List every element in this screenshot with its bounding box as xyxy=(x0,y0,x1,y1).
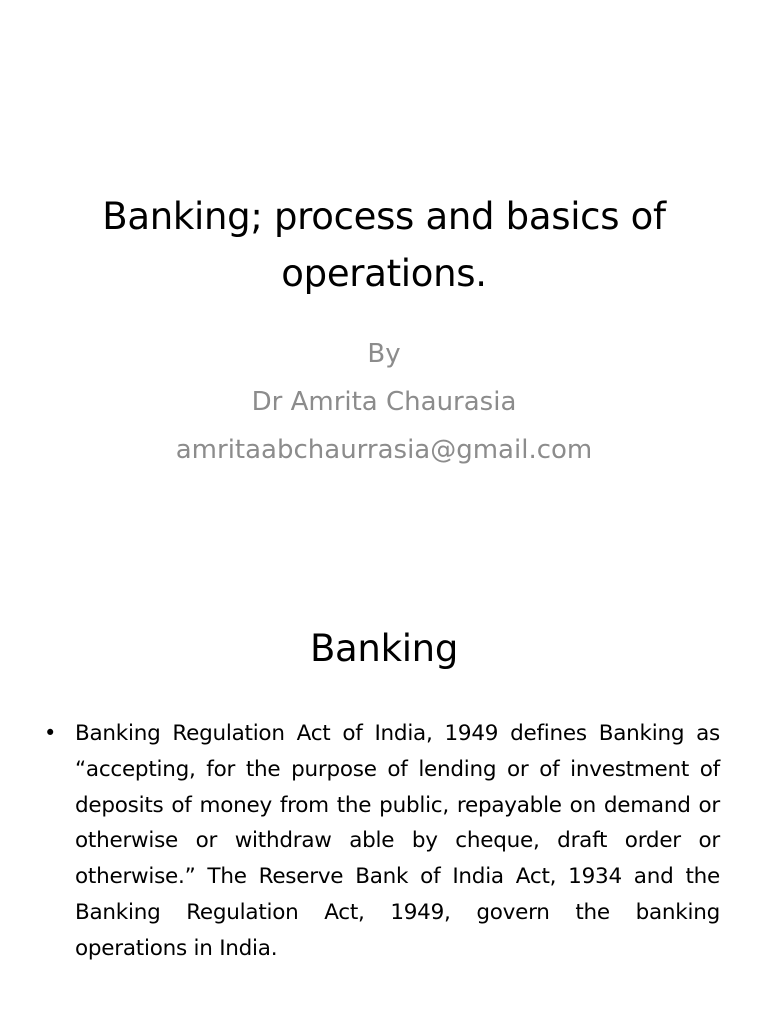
author-name: Dr Amrita Chaurasia xyxy=(251,387,517,417)
presentation-subtitle xyxy=(60,330,708,474)
bullet-item xyxy=(40,716,720,967)
author-email: amritaabchaurrasia@gmail.com xyxy=(175,435,593,465)
presentation-title xyxy=(60,188,708,302)
slide-title: Banking xyxy=(309,627,459,670)
bullet-list xyxy=(40,716,720,967)
title-line-2: operations. xyxy=(281,252,487,295)
title-line-1: Banking; process and basics of xyxy=(102,195,666,238)
bullet-icon: • xyxy=(44,721,57,745)
subtitle-by: By xyxy=(367,339,401,369)
content-slide-banking xyxy=(0,512,768,1024)
bullet-text: Banking Regulation Act of India, 1949 defines Banking as “accepting, for the purpose of lending or of investment of deposits of money from the public, repayable on demand or otherwise or withdraw able by cheque, draft order or otherwise.” The Reserve Bank of India Act, 1934 and the Banking Regulation Act, 1949, govern the banking operations in India. xyxy=(75,721,720,961)
